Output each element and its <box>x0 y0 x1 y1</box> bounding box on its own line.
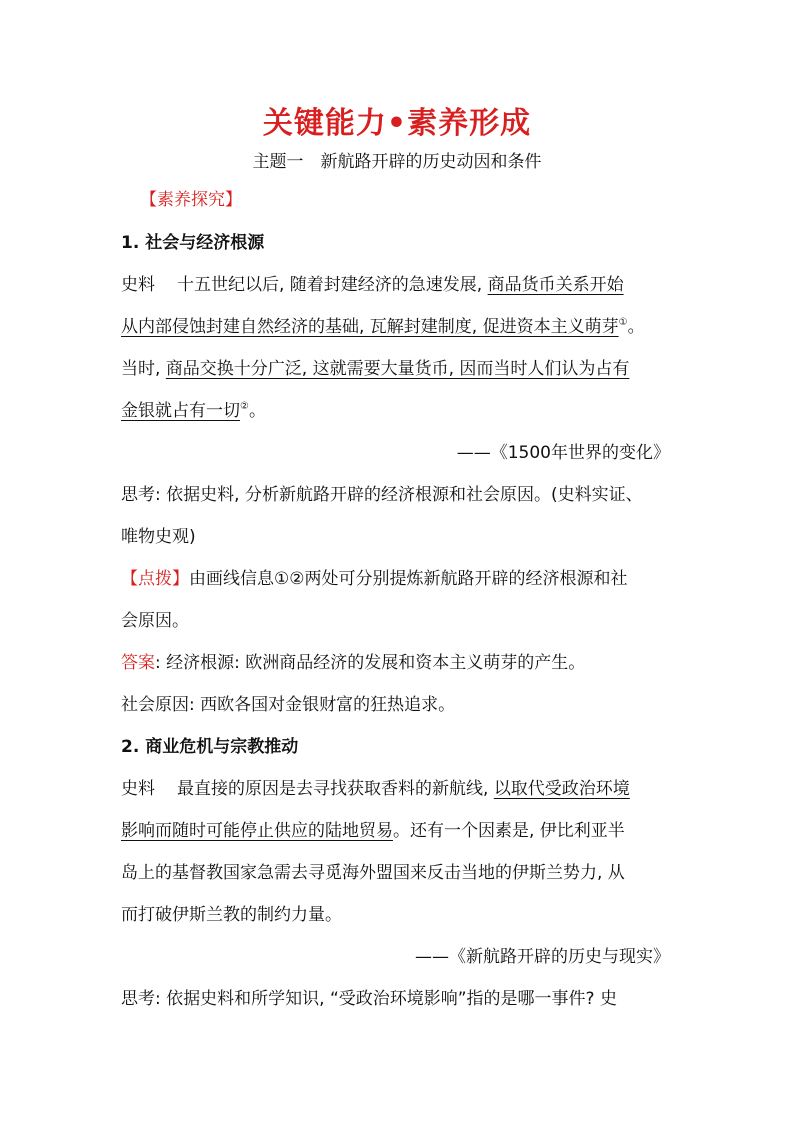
q2-source-line-4: 而打破伊斯兰教的制约力量。 <box>121 905 342 925</box>
hint-label: 【点拨】 <box>121 569 189 589</box>
q2-source-line-3: 岛上的基督教国家急需去寻觅海外盟国来反击当地的伊斯兰势力, 从 <box>121 863 625 883</box>
answer-label: 答案 <box>121 653 155 673</box>
q1-source-line-2: 从内部侵蚀封建自然经济的基础, 瓦解封建制度, 促进资本主义萌芽①。 <box>121 317 645 337</box>
footnote-mark-2: ② <box>240 401 249 412</box>
q2-citation: ——《新航路开辟的历史与现实》 <box>415 947 670 967</box>
page-title: 关键能力•素养形成 <box>262 106 532 141</box>
q1-citation: ——《1500年世界的变化》 <box>456 443 670 463</box>
q1-hint-line-2: 会原因。 <box>121 611 189 631</box>
q2-source-label: 史料 <box>121 779 155 799</box>
q1-source-line-4: 金银就占有一切②。 <box>121 401 266 421</box>
q2-source-line-1: 史料 最直接的原因是去寻找获取香料的新航线, 以取代受政治环境 <box>121 779 630 799</box>
q1-hint-line-1: 【点拨】由画线信息①②两处可分别提炼新航路开辟的经济根源和社 <box>121 569 628 589</box>
q2-heading: 2. 商业危机与宗教推动 <box>121 737 299 757</box>
q1-source-line-3: 当时, 商品交换十分广泛, 这就需要大量货币, 因而当时人们认为占有 <box>121 359 630 379</box>
section-tag: 【素养探究】 <box>140 190 242 210</box>
q1-think-line-2: 唯物史观) <box>121 527 196 547</box>
footnote-mark-1: ① <box>618 317 628 328</box>
q1-answer-line-1: 答案: 经济根源: 欧洲商品经济的发展和资本主义萌芽的产生。 <box>121 653 586 673</box>
q1-source-label: 史料 <box>121 275 155 295</box>
q2-source-line-2: 影响而随时可能停止供应的陆地贸易。还有一个因素是, 伊比利亚半 <box>121 821 625 841</box>
q1-think-line-1: 思考: 依据史料, 分析新航路开辟的经济根源和社会原因。(史料实证、 <box>121 485 643 505</box>
q2-think-line-1: 思考: 依据史料和所学知识, “受政治环境影响”指的是哪一事件? 史 <box>121 989 617 1009</box>
q1-heading: 1. 社会与经济根源 <box>121 233 265 253</box>
q1-source-line-1: 史料 十五世纪以后, 随着封建经济的急速发展, 商品货币关系开始 <box>121 275 624 295</box>
page-subtitle: 主题一 新航路开辟的历史动因和条件 <box>252 152 542 172</box>
q1-answer-line-2: 社会原因: 西欧各国对金银财富的狂热追求。 <box>121 695 456 715</box>
